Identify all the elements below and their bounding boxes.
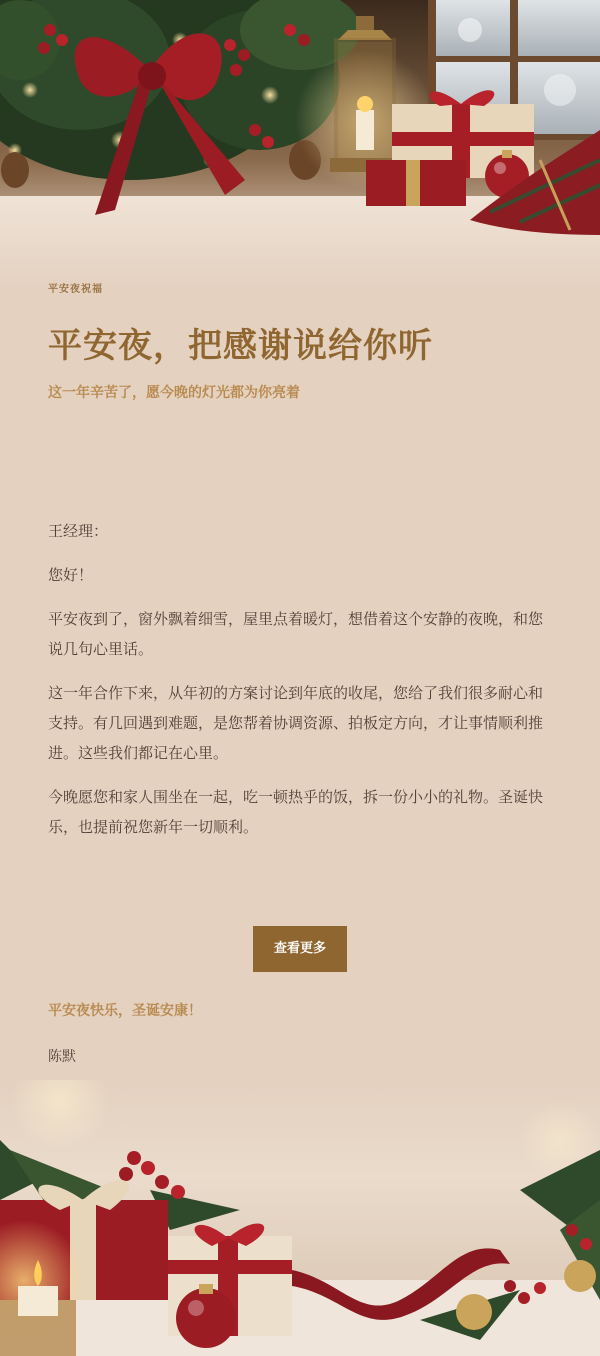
closing-line: 平安夜快乐，圣诞安康！ <box>48 1003 202 1019</box>
letter-greeting: 您好！ <box>48 566 94 584</box>
page-subtitle: 这一年辛苦了，愿今晚的灯光都为你亮着 <box>48 385 300 401</box>
view-more-button[interactable]: 查看更多 <box>253 926 347 972</box>
header-scene-svg <box>0 0 600 290</box>
cta-container <box>48 926 552 972</box>
footer-scene-svg <box>0 1080 600 1356</box>
letter-salutation: 王经理： <box>48 522 109 540</box>
page-title: 平安夜，把感谢说给你听 <box>48 326 433 366</box>
letter-body <box>48 516 552 842</box>
footer-illustration <box>0 1080 600 1356</box>
header-illustration <box>0 0 600 290</box>
letter-paragraph-2: 这一年合作下来，从年初的方案讨论到年底的收尾，您给了我们很多耐心和支持。有几回遇到难题，是您帮着协调资源、拍板定方向，才让事情顺利推进。这些我们都记在心里。 <box>48 684 544 762</box>
letter-paragraph-1: 平安夜到了，窗外飘着细雪，屋里点着暖灯，想借着这个安静的夜晚，和您说几句心里话。 <box>48 610 544 658</box>
signature: 陈默 <box>48 1049 76 1065</box>
letter-paragraph-3: 今晚愿您和家人围坐在一起，吃一顿热乎的饭，拆一份小小的礼物。圣诞快乐，也提前祝您新年一切顺利。 <box>48 788 544 836</box>
eyebrow-label: 平安夜祝福 <box>48 284 103 295</box>
